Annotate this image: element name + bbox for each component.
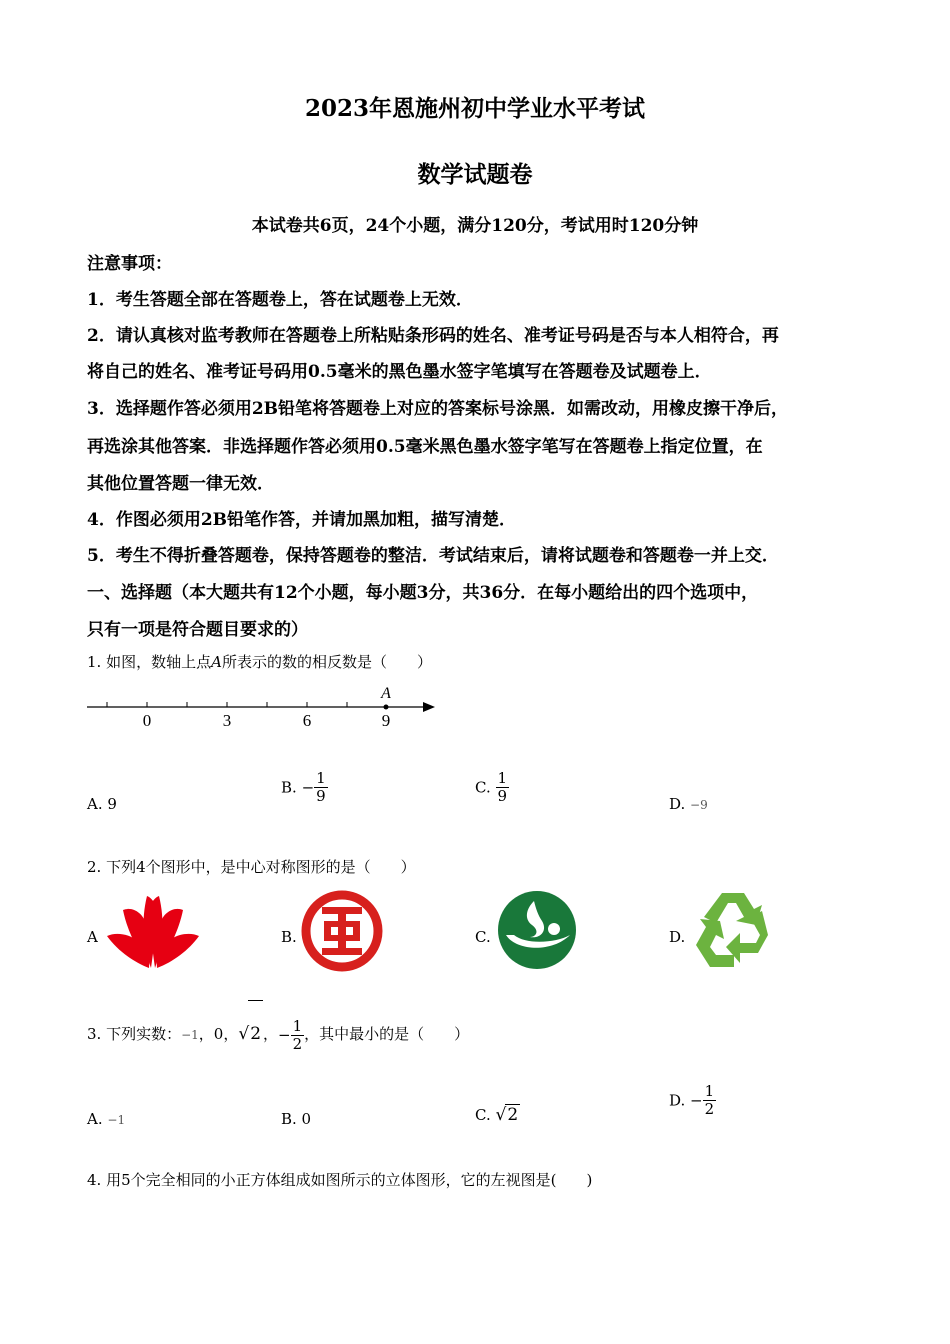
radicand: 2 — [507, 1105, 519, 1125]
notice-line: 5．考生不得折叠答题卷，保持答题卷的整洁．考试结束后，请将试题卷和答题卷一并上交． — [87, 546, 779, 566]
option-label: D. — [669, 795, 686, 813]
numerator: 1 — [316, 769, 326, 787]
q2-option-b-label: B. — [281, 928, 297, 946]
question-3-stem — [87, 1000, 469, 1068]
notice-line: 再选涂其他答案．非选择题作答必须用0.5毫米黑色墨水签字笔写在答题卷上指定位置，在 — [87, 437, 763, 457]
q3-option-c — [475, 1104, 520, 1125]
exam-title: 2023年恩施州初中学业水平考试 — [304, 95, 645, 122]
stem-text: 3. 下列实数： — [87, 1025, 182, 1043]
point-a-dot — [384, 705, 389, 710]
tick-label: 9 — [381, 711, 391, 730]
recycle-icon — [688, 887, 776, 973]
tick-label: 0 — [142, 711, 152, 730]
q2-option-d-label: D. — [669, 928, 686, 946]
option-label: A. — [87, 1110, 103, 1128]
minus-sign: − — [690, 1091, 703, 1110]
neg-one: −1 — [181, 1028, 199, 1042]
option-label: D. — [669, 1091, 686, 1110]
question-1-stem — [87, 651, 432, 672]
exam-info: 本试卷共6页，24个小题，满分120分，考试用时120分钟 — [251, 216, 699, 236]
stem-text: ，其中最小的是（ ） — [304, 1025, 470, 1043]
q3-option-d — [669, 1083, 716, 1118]
stem-text: 所表示的数的相反数是（ ） — [221, 653, 432, 671]
notice-line: 其他位置答题一律无效． — [87, 474, 274, 494]
option-label: B. — [281, 778, 297, 797]
green-circle-logo-icon — [496, 889, 578, 971]
fraction — [314, 770, 328, 805]
option-value: −1 — [107, 1113, 126, 1127]
option-label: C. — [475, 1106, 491, 1124]
exam-subtitle: 数学试题卷 — [417, 161, 533, 188]
question-4-stem: 4. 用5个完全相同的小正方体组成如图所示的立体图形，它的左视图是( ) — [87, 1171, 593, 1189]
separator: ， — [263, 1025, 279, 1043]
option-value: −9 — [690, 798, 708, 812]
minus-sign: − — [278, 1026, 291, 1044]
huawei-logo-icon — [103, 892, 203, 972]
q2-option-a-label: A — [87, 928, 98, 946]
bank-logo-icon — [300, 889, 384, 973]
sqrt-two: √2 — [495, 1105, 519, 1125]
notice-heading: 注意事项： — [87, 254, 172, 274]
section-heading-cont: 只有一项是符合题目要求的） — [87, 620, 308, 640]
fraction — [291, 1018, 305, 1053]
q1-option-c — [475, 770, 509, 805]
notice-line: 3．选择题作答必须用2B铅笔将答题卷上对应的答案标号涂黑．如需改动，用橡皮擦干净后， — [87, 399, 789, 419]
denominator: 2 — [292, 1034, 303, 1053]
denominator: 2 — [704, 1100, 715, 1118]
notice-line: 将自己的姓名、准考证号码用0.5毫米的黑色墨水签字笔填写在答题卷及试题卷上． — [87, 362, 712, 382]
fraction — [703, 1083, 717, 1118]
q1-option-d — [669, 795, 708, 813]
q3-option-b: B. 0 — [281, 1110, 312, 1128]
q3-option-a — [87, 1110, 125, 1128]
number-line — [85, 680, 440, 730]
sqrt-two: √2 — [238, 1000, 263, 1067]
option-label: C. — [475, 778, 491, 797]
tick-label: 6 — [302, 711, 312, 730]
radicand: 2 — [248, 1000, 263, 1067]
notice-line: 1．考生答题全部在答题卷上，答在试题卷上无效． — [87, 290, 473, 310]
q1-option-a: A. 9 — [87, 795, 117, 813]
question-2-stem: 2. 下列4个图形中，是中心对称图形的是（ ） — [87, 858, 416, 876]
minus-sign: − — [301, 778, 315, 797]
numerator: 1 — [497, 769, 508, 787]
denominator: 9 — [497, 787, 508, 805]
tick-label: 3 — [222, 711, 232, 730]
point-a-label: A — [381, 685, 391, 702]
point-variable: A — [211, 653, 222, 671]
denominator: 9 — [316, 787, 326, 805]
stem-text: 1. 如图，数轴上点 — [87, 653, 212, 671]
q2-option-c-label: C. — [475, 928, 491, 946]
numerator: 1 — [292, 1016, 303, 1035]
notice-line: 2．请认真核对监考教师在答题卷上所粘贴条形码的姓名、准考证号码是否与本人相符合，再 — [87, 326, 779, 346]
notice-line: 4．作图必须用2B铅笔作答，并请加黑加粗，描写清楚． — [87, 510, 517, 530]
section-heading: 一、选择题（本大题共有12个小题，每小题3分，共36分．在每小题给出的四个选项中， — [87, 583, 759, 603]
fraction — [496, 770, 510, 805]
separator: ，0， — [198, 1025, 239, 1043]
numerator: 1 — [704, 1082, 715, 1100]
q1-option-b — [281, 770, 328, 805]
axis-arrow — [423, 702, 435, 712]
